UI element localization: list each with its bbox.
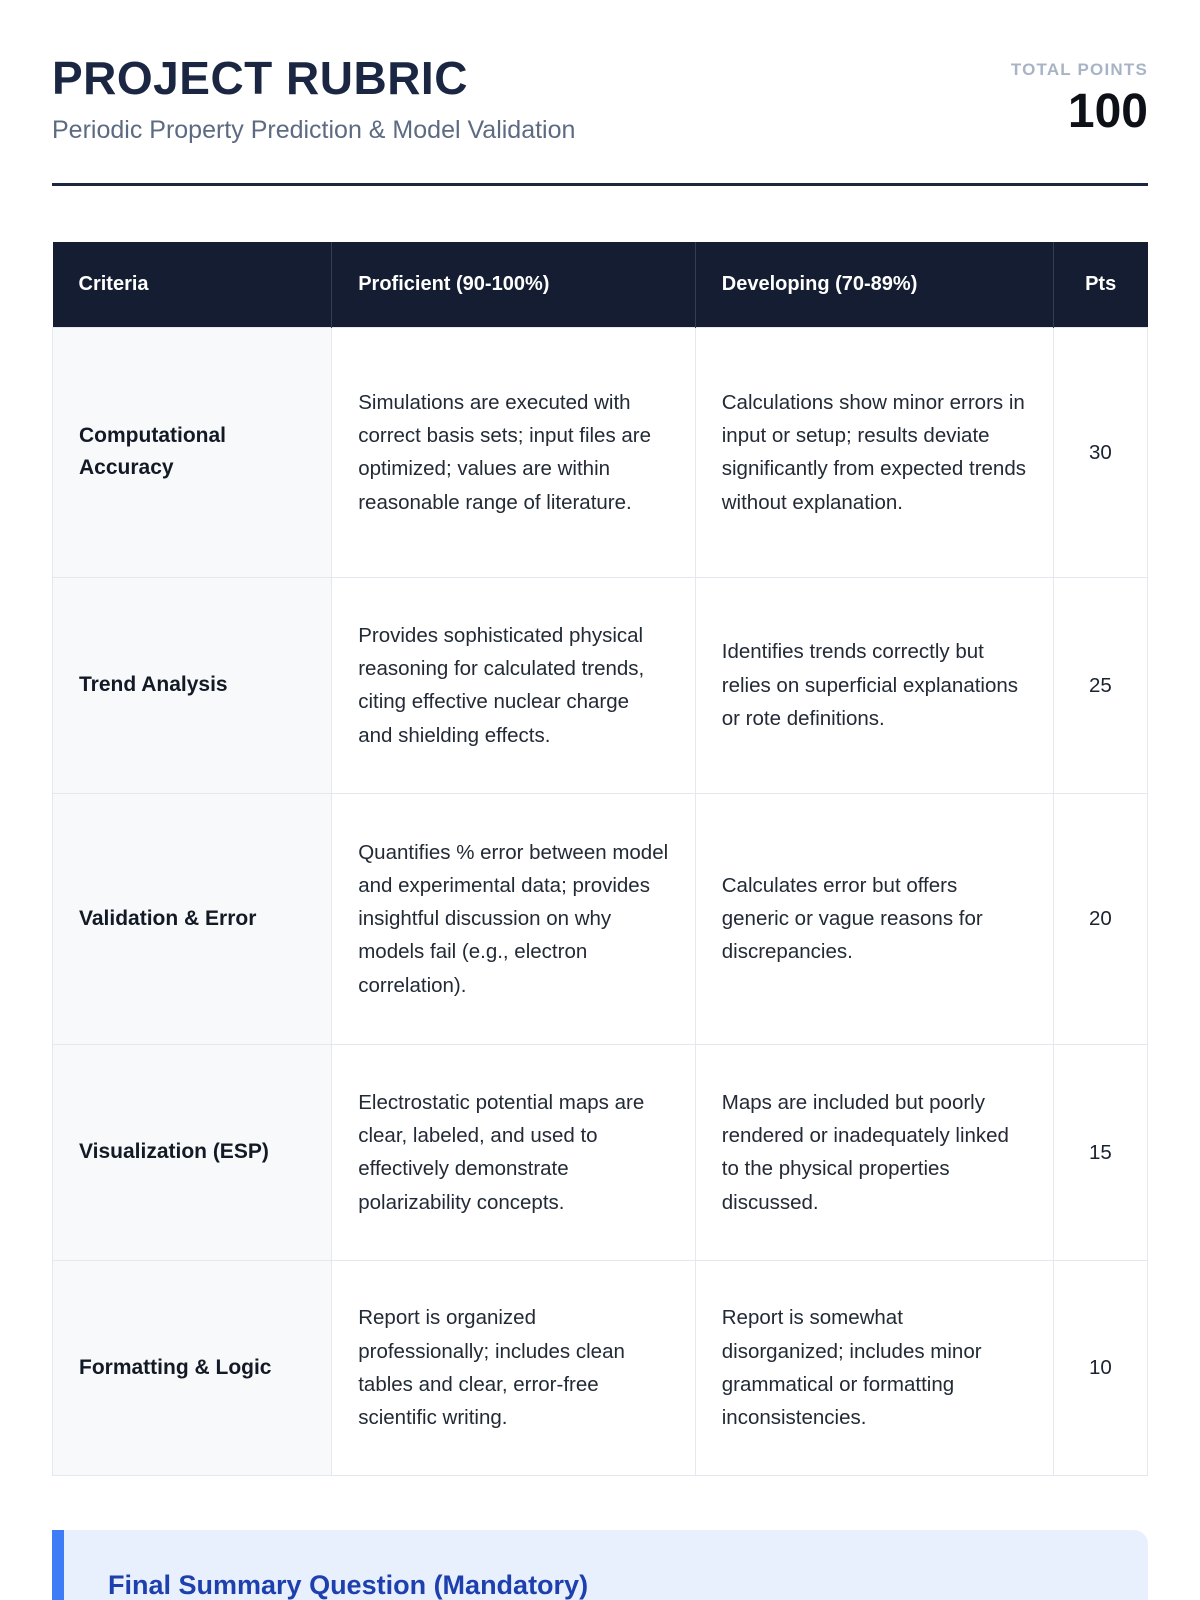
page-subtitle: Periodic Property Prediction & Model Validation <box>52 116 576 145</box>
pts-cell: 10 <box>1053 1260 1147 1475</box>
total-points-label: TOTAL POINTS <box>1010 60 1148 79</box>
column-header-proficient: Proficient (90-100%) <box>332 242 696 327</box>
table-row <box>53 327 1148 577</box>
developing-cell: Report is somewhat disorganized; includes minor grammatical or formatting inconsistencies. <box>695 1260 1053 1475</box>
table-row <box>53 793 1148 1044</box>
column-header-criteria: Criteria <box>53 242 332 327</box>
proficient-cell: Simulations are executed with correct basis sets; input files are optimized; values are within reasonable range of literature. <box>332 327 696 577</box>
summary-panel <box>52 1530 1148 1600</box>
title-block <box>52 54 575 145</box>
criteria-cell: Formatting & Logic <box>53 1260 332 1475</box>
pts-cell: 20 <box>1053 793 1147 1044</box>
rubric-table <box>52 242 1148 1476</box>
proficient-cell: Provides sophisticated physical reasoning for calculated trends, citing effective nuclear charge and shielding effects. <box>332 577 696 793</box>
pts-cell: 15 <box>1053 1044 1147 1260</box>
column-header-pts: Pts <box>1053 242 1147 327</box>
criteria-cell: Validation & Error <box>53 793 332 1044</box>
column-header-developing: Developing (70-89%) <box>695 242 1053 327</box>
proficient-cell: Report is organized professionally; includes clean tables and clear, error-free scientific writing. <box>332 1260 696 1475</box>
total-points <box>1011 54 1148 136</box>
summary-title: Final Summary Question (Mandatory) <box>108 1569 589 1600</box>
developing-cell: Maps are included but poorly rendered or inadequately linked to the physical properties discussed. <box>695 1044 1053 1260</box>
document-header <box>52 54 1148 145</box>
developing-cell: Identifies trends correctly but relies on superficial explanations or rote definitions. <box>695 577 1053 793</box>
proficient-cell: Quantifies % error between model and experimental data; provides insightful discussion on why models fail (e.g., electron correlation). <box>332 793 696 1044</box>
criteria-cell: Visualization (ESP) <box>53 1044 332 1260</box>
table-row <box>53 577 1148 793</box>
criteria-cell: Computational Accuracy <box>53 327 332 577</box>
table-row <box>53 1260 1148 1475</box>
pts-cell: 30 <box>1053 327 1147 577</box>
header-divider <box>52 183 1148 186</box>
criteria-cell: Trend Analysis <box>53 577 332 793</box>
table-row <box>53 1044 1148 1260</box>
developing-cell: Calculations show minor errors in input or setup; results deviate significantly from expected trends without explanation. <box>695 327 1053 577</box>
developing-cell: Calculates error but offers generic or vague reasons for discrepancies. <box>695 793 1053 1044</box>
total-points-value: 100 <box>1067 85 1148 138</box>
proficient-cell: Electrostatic potential maps are clear, labeled, and used to effectively demonstrate polarizability concepts. <box>332 1044 696 1260</box>
page-title: PROJECT RUBRIC <box>52 52 468 104</box>
table-header-row <box>53 242 1148 327</box>
pts-cell: 25 <box>1053 577 1147 793</box>
